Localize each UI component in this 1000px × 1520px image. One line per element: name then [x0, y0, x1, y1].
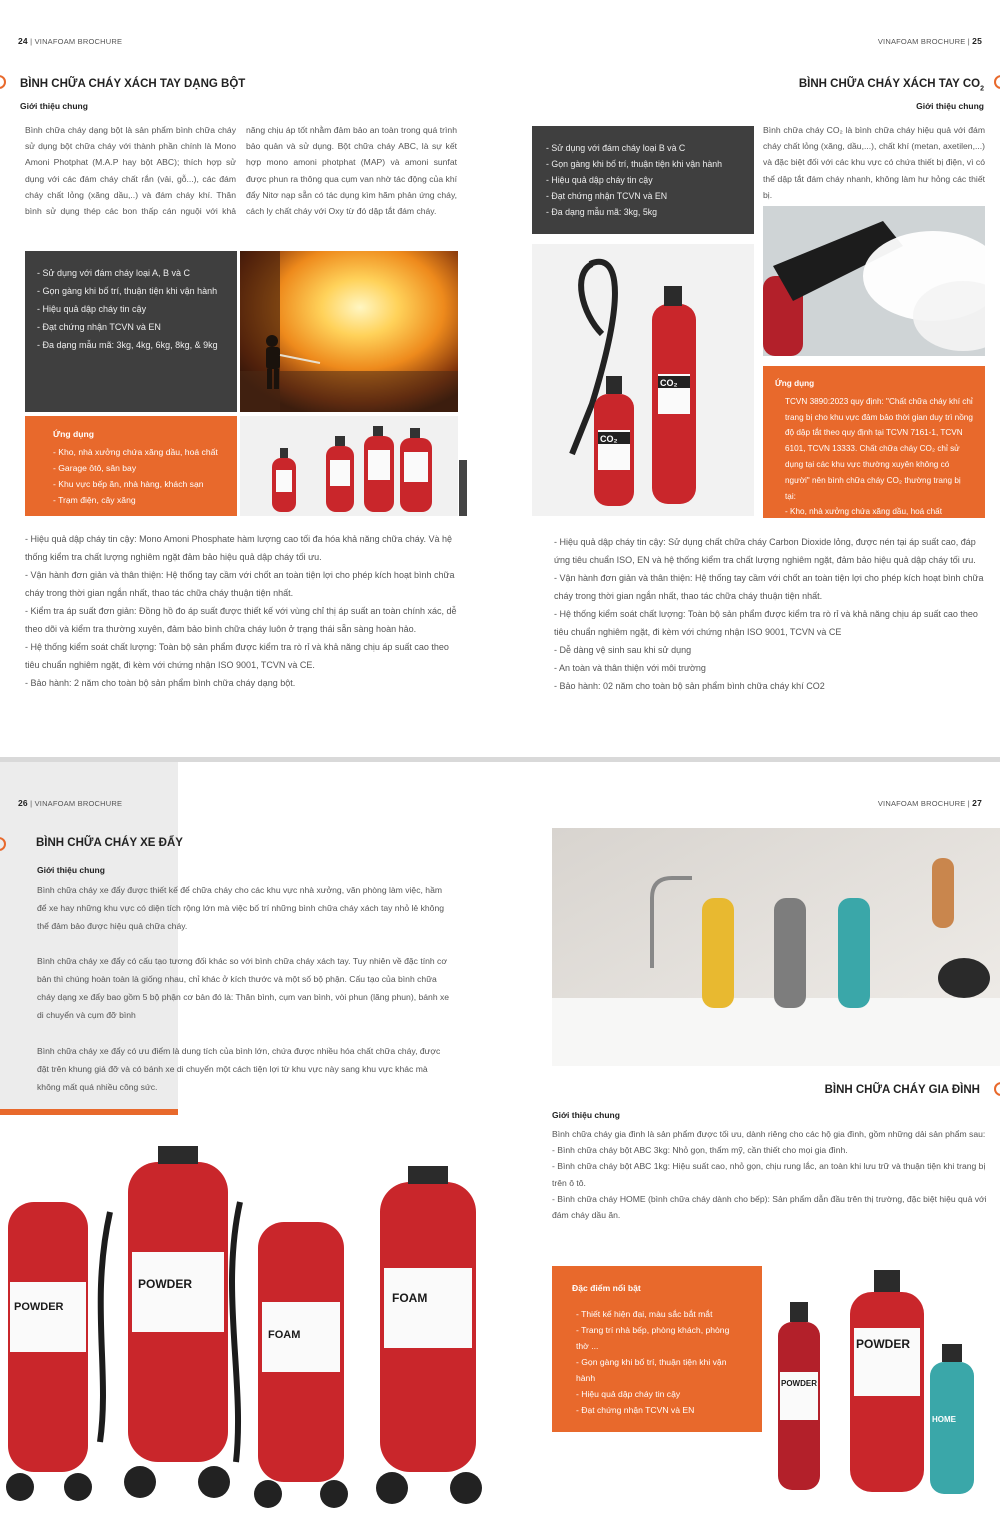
benefit-item: - Vận hành đơn giản và thân thiện: Hệ thống tay cầm với chốt an toàn tiện lợi cho phép kích hoạt bình chữa cháy trong thời gian ngắn nhất, thao tác chữa cháy thuận tiện nhất.	[25, 570, 455, 598]
application-item: - Khu vực bếp ăn, nhà hàng, khách sạn	[53, 479, 204, 489]
features-box	[25, 251, 237, 412]
page-header-left: 26 | VINAFOAM BROCHURE	[18, 798, 123, 808]
highlights-box	[552, 1266, 762, 1432]
feature-item: - Đạt chứng nhận TCVN và EN	[37, 322, 161, 332]
powder-label: POWDER	[14, 1301, 64, 1313]
page-edge-tab	[459, 460, 467, 516]
feature-item: - Đa dạng mẫu mã: 3kg, 4kg, 6kg, 8kg, & 9kg	[37, 340, 218, 350]
highlight-item: - Đạt chứng nhận TCVN và EN	[576, 1405, 695, 1415]
feature-item: - Hiệu quả dập cháy tin cậy	[546, 175, 653, 185]
highlights-title: Đặc điểm nổi bật	[572, 1283, 641, 1293]
benefit-item: - Bảo hành: 02 năm cho toàn bộ sản phẩm bình chữa cháy khí CO2	[554, 681, 825, 691]
applications-title: Ứng dụng	[775, 379, 815, 388]
application-item: - Kho, nhà xưởng chứa xăng dầu, hoá chất	[53, 447, 218, 457]
applications-title: Ứng dụng	[53, 429, 95, 439]
features-box	[532, 126, 754, 234]
benefit-item: - Bảo hành: 2 năm cho toàn bộ sản phẩm bình chữa cháy dạng bột.	[25, 678, 296, 688]
feature-item: - Gọn gàng khi bố trí, thuận tiện khi vận hành	[37, 286, 218, 296]
application-item: - Garage ôtô, sân bay	[53, 463, 137, 473]
home-label: HOME	[932, 1415, 956, 1424]
application-text: TCVN 3890:2023 quy định: "Chất chữa cháy khí chỉ trang bị cho khu vực đảm bảo thời gian duy trì nồng độ dập tắt theo quy định tại TCVN 7161-1, TCVN 6101, TCVN 13333. Chất chữa cháy CO₂ chỉ sử dụng tại các khu vực thường xuyên không có người" nên bình chữa cháy CO₂ thường trang bị tại:	[785, 396, 973, 501]
page-title: BÌNH CHỮA CHÁY XÁCH TAY DẠNG BỘT	[20, 78, 246, 90]
spread-pages-24-25	[0, 0, 1000, 757]
feature-item: - Đạt chứng nhận TCVN và EN	[546, 191, 668, 201]
feature-item: - Đa dạng mẫu mã: 3kg, 5kg	[546, 207, 657, 217]
benefit-item: - Vận hành đơn giản và thân thiện: Hệ thống tay cầm với chốt an toàn tiện lợi cho phép kích hoạt bình chữa cháy trong thời gian ngắn nhất, thao tác chữa cháy thuận tiện nhất.	[554, 573, 984, 601]
application-item: - Phòng máy, phòng thiết bị điện, điện tử	[785, 523, 933, 533]
foam-label: FOAM	[268, 1329, 301, 1341]
benefits-list	[554, 533, 986, 695]
highlight-item: - Hiệu quả dập cháy tin cậy	[576, 1389, 681, 1399]
powder-label: POWDER	[781, 1379, 817, 1388]
powder-label: POWDER	[856, 1337, 910, 1351]
application-item: - Kho, nhà xưởng chứa xăng dầu, hoá chất	[785, 507, 942, 517]
section-subtitle: Giới thiệu chung	[552, 1110, 620, 1120]
benefit-item: - Dễ dàng vệ sinh sau khi sử dụng	[554, 645, 692, 655]
co2-spray-photo	[763, 206, 985, 356]
application-item: - Trạm điện, cây xăng	[53, 495, 136, 505]
feature-item: - Hiệu quả dập cháy tin cậy	[37, 304, 147, 314]
intro-paragraph: Bình chữa cháy CO₂ là bình chữa cháy hiệu quả với đám cháy chất lỏng (xăng, dầu,...), chất khí (metan, axetilen,...) và đặc biệt đối với các khu vực có chứa thiết bị điện, vì có thể dập tắt đám cháy nhanh, không làm hư hỏng các thiết bị.	[763, 125, 985, 200]
ring-marker-icon	[994, 1082, 1000, 1096]
feature-item: - Sử dụng với đám cháy loại A, B và C	[37, 268, 190, 278]
benefits-list	[25, 530, 461, 692]
page-title: BÌNH CHỮA CHÁY GIA ĐÌNH	[824, 1084, 980, 1096]
benefit-item: - Hiệu quả dập cháy tin cậy: Sử dụng chất chữa cháy Carbon Dioxide lỏng, được nén tại áp suất cao, đáp ứng tiêu chuẩn ISO, EN và hệ thống kiểm tra chất lượng nghiêm ngặt, đảm bảo hiệu quả dập cháy tối ưu.	[554, 537, 976, 565]
firefighter-photo	[240, 251, 458, 412]
section-subtitle: Giới thiệu chung	[916, 101, 984, 111]
product-item: - Bình chữa cháy HOME (bình chữa cháy dành cho bếp): Sản phẩm dẫn đầu trên thị trường, đặc biệt hiệu quả với đám cháy dầu ăn.	[552, 1193, 987, 1221]
body-paragraph: Bình chữa cháy xe đẩy có ưu điểm là dung tích của bình lớn, chứa được nhiều hóa chất chữa cháy, được đặt trên khung giá đỡ và có bánh xe di chuyển một cách tiện lợi từ khu vực này sang khu vực khác mà không mất quá nhiều công sức.	[37, 1046, 441, 1092]
page-title: BÌNH CHỮA CHÁY XE ĐẨY	[36, 837, 183, 849]
feature-item: - Sử dụng với đám cháy loại B và C	[546, 143, 686, 153]
co2-extinguisher-photo	[532, 244, 754, 516]
product-item: - Bình chữa cháy bột ABC 3kg: Nhỏ gọn, thẩm mỹ, cần thiết cho mọi gia đình.	[552, 1145, 848, 1156]
benefit-item: - Hệ thống kiểm soát chất lượng: Toàn bộ sản phẩm được kiểm tra rò rỉ và khả năng chịu áp suất cao theo tiêu chuẩn nghiêm ngặt, đi kèm với chứng nhận ISO 9001, TCVN và CE.	[25, 642, 449, 670]
co2-label: CO₂	[600, 434, 618, 444]
intro-paragraph: Bình chữa cháy gia đình là sản phẩm được tối ưu, dành riêng cho các hộ gia đình, gồm những dải sản phẩm sau: - Bình chữa cháy bột ABC 3kg: Nhỏ gọn, thẩm mỹ, cần thiết cho mọi gia đình. - Bình chữa cháy bột ABC 1kg: Hiệu suất cao, nhỏ gọn, chịu rung lắc, an toàn khi lưu trữ và thuận tiện khi trang bị trên ô tô. - Bình chữa cháy HOME (bình chữa cháy dành cho bếp): Sản phẩm dẫn đầu trên thị trường, đặc biệt hiệu quả với đám cháy dầu ăn.	[552, 1126, 988, 1223]
feature-item: - Gọn gàng khi bố trí, thuận tiện khi vận hành	[546, 159, 723, 169]
highlight-item: - Gọn gàng khi bố trí, thuận tiện khi vận hành	[576, 1357, 727, 1383]
page-header-right: VINAFOAM BROCHURE | 27	[877, 798, 982, 808]
section-subtitle: Giới thiệu chung	[20, 101, 88, 111]
page-header-left: 24 | VINAFOAM BROCHURE	[18, 36, 123, 46]
applications-box	[25, 416, 237, 516]
body-paragraph: Bình chữa cháy xe đẩy có cấu tạo tương đối khác so với bình chữa cháy xách tay. Tuy nhiên về đặc tính cơ bản thì chúng hoàn toàn là giống nhau, chỉ khác ở kích thước và một số bộ phận. Cấu tạo của bình chữa cháy dạng xe đẩy bao gồm 5 bộ phận cơ bản đó là: Thân bình, cụm van bình, vòi phun (lăng phun), bánh xe di chuyển và cụm đỡ bình	[37, 956, 450, 1020]
orange-rule	[0, 1109, 178, 1115]
benefit-item: - Hệ thống kiểm soát chất lượng: Toàn bộ sản phẩm được kiểm tra rò rỉ và khả năng chịu áp suất cao theo tiêu chuẩn nghiêm ngặt, đi kèm với chứng nhận ISO 9001, TCVN và CE	[554, 609, 978, 637]
page-title: BÌNH CHỮA CHÁY XÁCH TAY $CO_2$	[798, 78, 984, 93]
ring-marker-icon	[994, 75, 1000, 89]
foam-label: FOAM	[392, 1291, 428, 1305]
powder-label: POWDER	[138, 1277, 192, 1291]
body-paragraph: Bình chữa cháy xe đẩy được thiết kế để chữa cháy cho các khu vực nhà xưởng, văn phòng làm việc, hầm để xe hay những khu vực có diện tích rộng lớn mà việc bố trí những bình chữa cháy xách tay nhỏ lẻ không thể đảm bảo được hiệu quả chữa cháy.	[37, 885, 445, 931]
highlight-item: - Thiết kế hiện đại, màu sắc bắt mắt	[576, 1309, 713, 1319]
home-extinguishers-photo	[770, 1262, 1000, 1502]
applications-box	[763, 366, 985, 533]
intro-paragraph: Bình chữa cháy dạng bột là sản phẩm bình chữa cháy sử dụng bột chữa cháy với thành phần chính là Mono Amoni Photphat (M.A.P hay bột ABC); thích hợp sử dụng với các đám cháy chất rắn (vải, gỗ...), các đám cháy chất lỏng (xăng dầu,..) và đám cháy khí. Thân bình sử dụng thép các bon thấp cán nguội với khả năng chịu áp tốt nhằm đảm bảo an toàn trong quá trình bảo quản và sử dụng. Bột chữa cháy ABC, là sự kết hợp mono amoni photphat (MAP) và amoni sunfat được phun ra thông qua cụm van nhờ tác động của khí đẩy Nitơ nạp sẵn có tác dụng kìm hãm phản ứng cháy, cách ly chất cháy với Oxy từ đó dập tắt đám cháy.	[25, 125, 457, 217]
ring-marker-icon	[0, 75, 6, 89]
page-header-right: VINAFOAM BROCHURE | 25	[877, 36, 982, 46]
product-item: - Bình chữa cháy bột ABC 1kg: Hiệu suất cao, nhỏ gọn, chịu rung lắc, an toàn khi lưu trữ và thuận tiện khi trang bị trên ô tô.	[552, 1161, 986, 1188]
section-subtitle: Giới thiệu chung	[37, 865, 105, 875]
co2-label: CO₂	[660, 378, 678, 388]
extinguisher-lineup-photo	[240, 416, 458, 516]
benefit-item: - Kiểm tra áp suất đơn giản: Đồng hồ đo áp suất được thiết kế với vùng chỉ thị áp suất an toàn chính xác, dễ theo dõi và kiểm tra thường xuyên, đảm bảo bình chữa cháy luôn ở trạng thái sẵn sàng hoàn hảo.	[25, 606, 457, 634]
wheeled-extinguishers-photo	[0, 1142, 490, 1520]
kitchen-photo	[552, 828, 1000, 1066]
spread-pages-26-27	[0, 762, 1000, 1520]
benefit-item: - Hiệu quả dập cháy tin cậy: Mono Amoni Phosphate hàm lượng cao tối đa hóa khả năng chữa cháy. Và hệ thống kiểm tra chất lượng nghiêm ngặt đảm bảo hiệu quả dập cháy tối ưu.	[25, 534, 453, 562]
highlight-item: - Trang trí nhà bếp, phòng khách, phòng thờ ...	[576, 1325, 730, 1351]
benefit-item: - An toàn và thân thiện với môi trường	[554, 663, 706, 673]
